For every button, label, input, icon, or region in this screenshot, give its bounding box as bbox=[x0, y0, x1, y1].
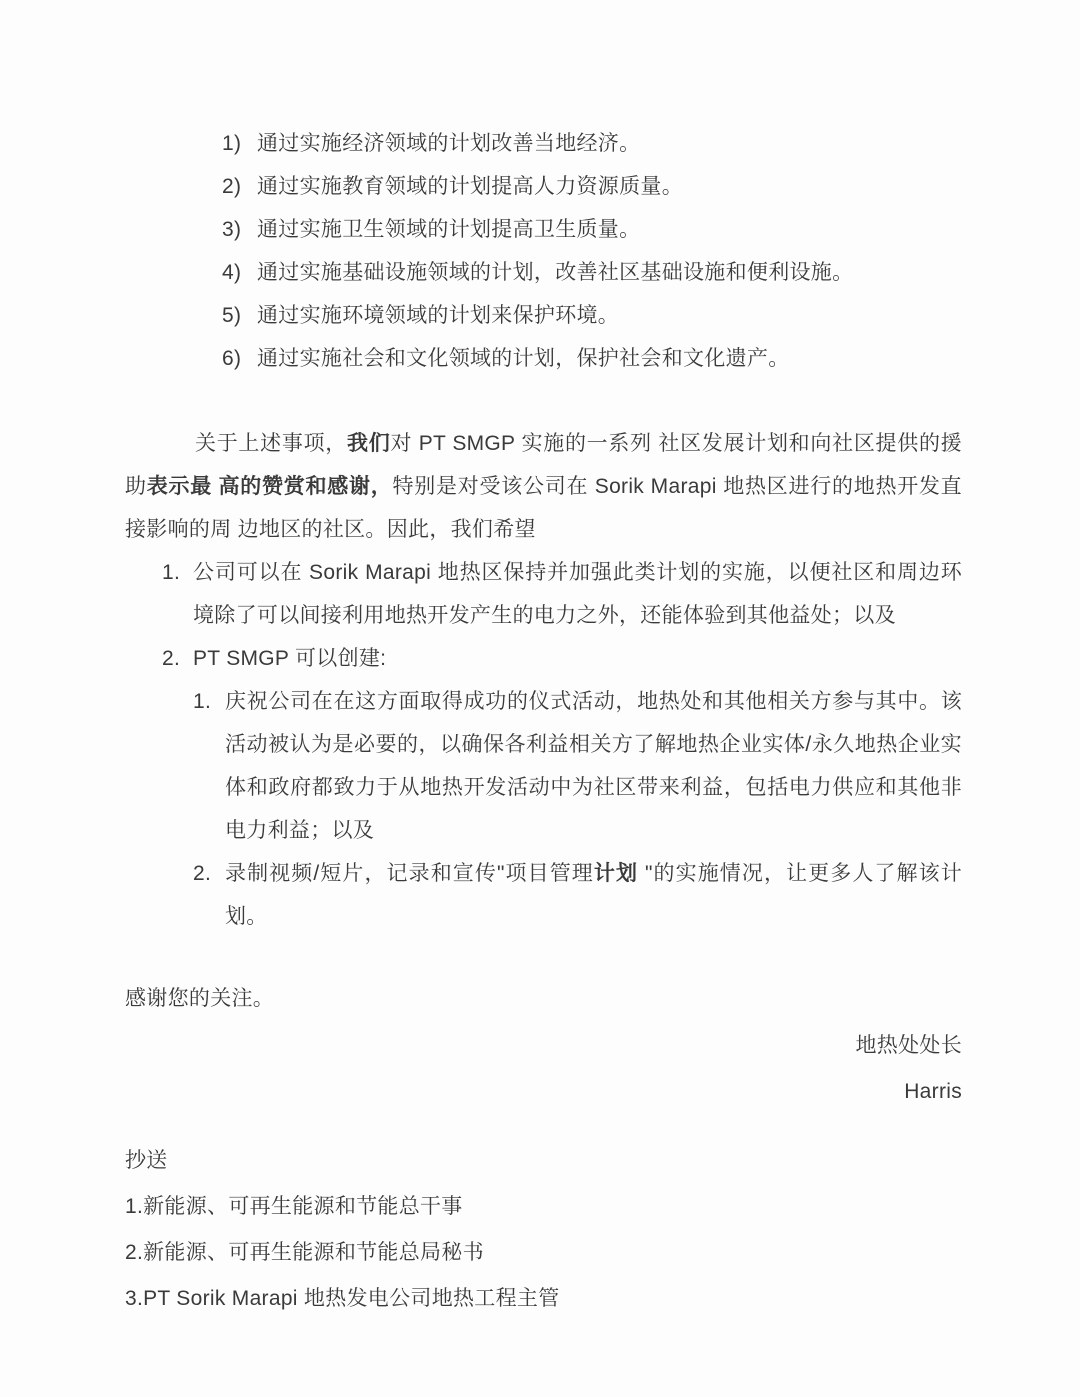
cc-section bbox=[125, 1138, 962, 1322]
closing-line: 感谢您的关注。 bbox=[125, 987, 275, 1010]
text-segment: 特别是对受该公司在 Sorik Marapi 地热区进行的地热开发直接影响的周 边地区的社区。因此，我们希望 bbox=[125, 475, 962, 541]
list-marker: 1) bbox=[222, 132, 242, 155]
list-item bbox=[222, 165, 962, 208]
list-item bbox=[222, 251, 962, 294]
text-segment: 通过实施社会和文化领域的计划，保护社会和文化遗产。 bbox=[257, 347, 790, 370]
signature-name: Harris bbox=[904, 1080, 962, 1103]
text-segment: 公司可以在 Sorik Marapi 地热区保持并加强此类计划的实施，以便社区和周边环境除了可以间接利用地热开发产生的电力之外，还能体验到其他益处；以及 bbox=[193, 561, 962, 627]
list-marker: 2. bbox=[162, 647, 181, 670]
request-list bbox=[162, 551, 962, 680]
sub-request-list bbox=[193, 680, 962, 938]
text-segment: 关于上述事项， bbox=[195, 432, 348, 455]
list-marker: 1. bbox=[193, 690, 212, 713]
list-text bbox=[257, 294, 962, 337]
list-marker: 2) bbox=[222, 175, 242, 198]
cc-item: 3.PT Sorik Marapi 地热发电公司地热工程主管 bbox=[125, 1287, 560, 1310]
list-text bbox=[225, 680, 962, 852]
text-segment: 我们 bbox=[347, 432, 391, 455]
signature-block bbox=[125, 1023, 962, 1115]
list-text bbox=[193, 637, 962, 680]
list-marker: 6) bbox=[222, 347, 242, 370]
text-segment: 录制视频/短片，记录和宣传"项目管理 bbox=[225, 862, 594, 885]
text-segment: 通过实施基础设施领域的计划，改善社区基础设施和便利设施。 bbox=[257, 261, 854, 284]
list-item bbox=[222, 122, 962, 165]
list-text bbox=[257, 165, 962, 208]
text-segment: 计划 bbox=[593, 862, 639, 885]
text-segment: "的实施情况，让更多人了解该计划。 bbox=[225, 862, 962, 928]
text-segment: 通过实施卫生领域的计划提高卫生质量。 bbox=[257, 218, 641, 241]
list-text bbox=[257, 251, 962, 294]
text-segment: 表示最 高的赞赏和感谢， bbox=[146, 475, 393, 498]
signature-title: 地热处处长 bbox=[855, 1034, 962, 1057]
list-item bbox=[193, 852, 962, 938]
list-item bbox=[193, 680, 962, 852]
list-item bbox=[162, 637, 962, 680]
text-segment: 通过实施环境领域的计划来保护环境。 bbox=[257, 304, 620, 327]
list-item bbox=[222, 208, 962, 251]
list-marker: 5) bbox=[222, 304, 242, 327]
list-text bbox=[257, 122, 962, 165]
cc-list bbox=[125, 1184, 962, 1322]
list-text bbox=[257, 208, 962, 251]
objective-list bbox=[222, 122, 962, 380]
list-item bbox=[162, 551, 962, 637]
list-marker: 3) bbox=[222, 218, 242, 241]
list-text bbox=[225, 852, 962, 938]
text-segment: 通过实施教育领域的计划提高人力资源质量。 bbox=[257, 175, 683, 198]
list-text bbox=[257, 337, 962, 380]
text-segment: 对 PT SMGP 实施的一系列 社区发展计划和向社区提供的援助 bbox=[125, 432, 962, 498]
list-marker: 4) bbox=[222, 261, 242, 284]
list-marker: 2. bbox=[193, 862, 212, 885]
cc-item: 2.新能源、可再生能源和节能总局秘书 bbox=[125, 1241, 484, 1264]
text-segment: 庆祝公司在在这方面取得成功的仪式活动，地热处和其他相关方参与其中。该活动被认为是必要的，以确保各利益相关方了解地热企业实体/永久地热企业实体和政府都致力于从地热开发活动中为社区带来利益，包括电力供应和其他非电力利益；以及 bbox=[225, 690, 962, 842]
list-text bbox=[193, 551, 962, 637]
list-marker: 1. bbox=[162, 561, 181, 584]
cc-label: 抄送 bbox=[125, 1149, 168, 1172]
cc-item: 1.新能源、可再生能源和节能总干事 bbox=[125, 1195, 463, 1218]
appreciation-paragraph bbox=[125, 422, 962, 551]
list-item bbox=[222, 337, 962, 380]
text-segment: PT SMGP 可以创建: bbox=[193, 647, 387, 670]
list-item bbox=[222, 294, 962, 337]
text-segment: 通过实施经济领域的计划改善当地经济。 bbox=[257, 132, 641, 155]
